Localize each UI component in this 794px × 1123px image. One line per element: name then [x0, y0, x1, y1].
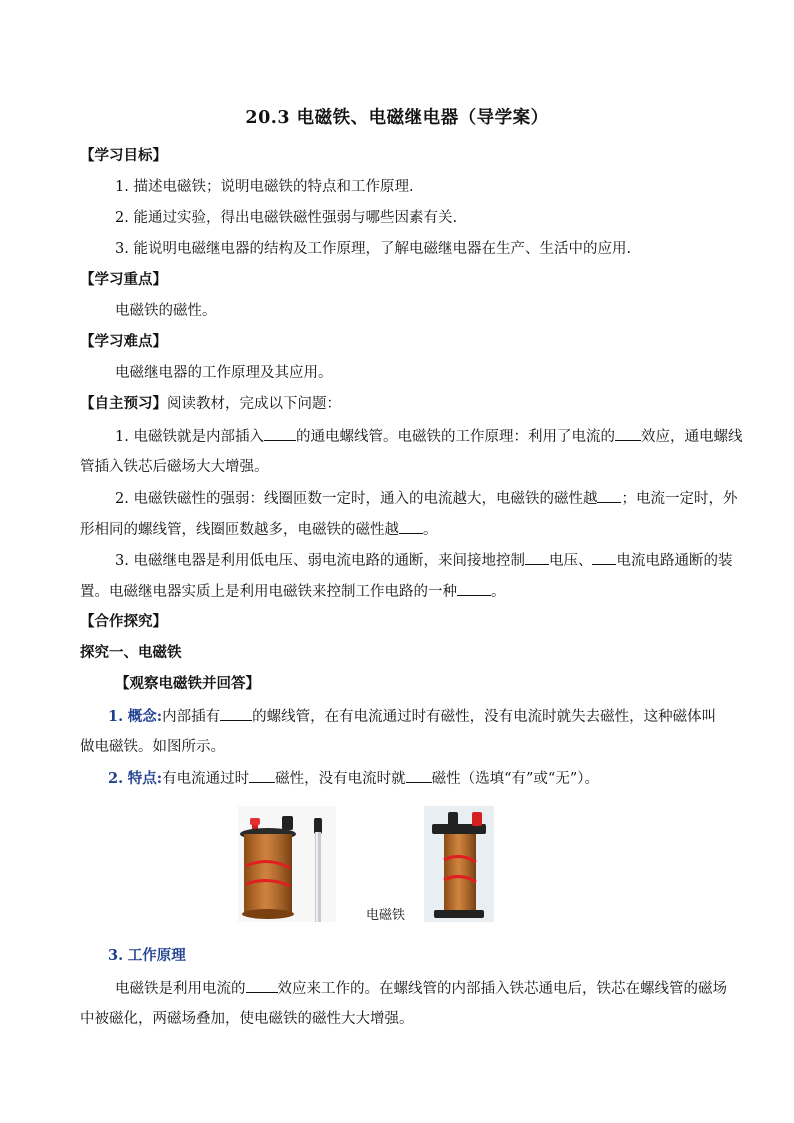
- q3-text-a: 3. 电磁继电器是利用低电压、弱电流电路的通断，来间接地控制: [115, 553, 525, 569]
- q1-blank-2[interactable]: [615, 426, 641, 441]
- q3-blank-2[interactable]: [592, 550, 616, 565]
- difficulty-heading: 【学习难点】: [80, 333, 167, 350]
- q2-blank-2[interactable]: [399, 519, 423, 534]
- preview-q2: [115, 488, 737, 509]
- electromagnet-photo-right: [424, 806, 494, 922]
- q3-line2-text: 置。电磁继电器实质上是利用电磁铁来控制工作电路的一种: [80, 584, 457, 600]
- q1-text-a: 1. 电磁铁就是内部插入: [115, 429, 264, 445]
- principle-label: 工作原理: [127, 947, 186, 964]
- feature-line: [108, 768, 599, 789]
- q1-text-c: 效应，通电螺线: [640, 429, 743, 445]
- focus-text: 电磁铁的磁性。: [115, 303, 217, 319]
- q3-text-c: 电流电路通断的装: [616, 553, 733, 569]
- q2-text-b: ；电流一定时，外: [621, 491, 738, 507]
- q1-blank-1[interactable]: [264, 426, 296, 441]
- goals-heading: 【学习目标】: [80, 147, 167, 164]
- principle-heading: [108, 946, 186, 966]
- principle-line1: [115, 978, 727, 999]
- q1-line2: 管插入铁芯后磁场大大增强。: [80, 459, 269, 475]
- principle-number: 3.: [108, 947, 124, 964]
- q3-line2: [80, 581, 506, 602]
- principle-text-b: 效应来工作的。在螺线管的内部插入铁芯通电后，铁芯在螺线管的磁场: [277, 981, 727, 997]
- concept-line2: 做电磁铁。如图所示。: [80, 739, 225, 755]
- preview-heading: 【自主预习】: [80, 395, 167, 412]
- concept-text-a: 内部插有: [162, 709, 221, 725]
- q3-text-b: 电压、: [548, 553, 593, 569]
- electromagnet-standing-image: [424, 806, 494, 922]
- concept-line: [108, 706, 716, 727]
- q2-blank-1[interactable]: [597, 488, 621, 503]
- feature-text-a: 有电流通过时: [162, 771, 250, 787]
- q2-line2-end: 。: [423, 522, 438, 538]
- feature-blank-2[interactable]: [406, 768, 432, 783]
- preview-q1: [115, 426, 742, 447]
- goal-item-1: 1. 描述电磁铁；说明电磁铁的特点和工作原理.: [115, 179, 414, 195]
- principle-blank[interactable]: [246, 978, 278, 993]
- electromagnet-photo-left: [238, 806, 336, 922]
- principle-text-a: 电磁铁是利用电流的: [115, 981, 246, 997]
- coop-heading: 【合作探究】: [80, 613, 167, 630]
- preview-intro: 阅读教材，完成以下问题：: [167, 396, 341, 412]
- focus-heading: 【学习重点】: [80, 271, 167, 288]
- concept-text-b: 的螺线管，在有电流通过时有磁性，没有电流时就失去磁性，这种磁体叫: [252, 709, 717, 725]
- difficulty-text: 电磁继电器的工作原理及其应用。: [115, 365, 333, 381]
- q2-line2: [80, 519, 438, 540]
- figure-caption: 电磁铁: [366, 908, 406, 923]
- observe-heading: 【观察电磁铁并回答】: [115, 675, 260, 692]
- electromagnet-coil-image: [238, 806, 336, 922]
- preview-q3: [115, 550, 732, 571]
- q3-blank-3[interactable]: [457, 581, 491, 596]
- page-title: 20.3 电磁铁、电磁继电器（导学案）: [245, 108, 549, 128]
- feature-number: 2.: [108, 770, 124, 787]
- concept-label: 概念:: [127, 708, 163, 725]
- feature-label: 特点:: [127, 770, 163, 787]
- preview-line: [80, 394, 341, 414]
- principle-line2: 中被磁化，两磁场叠加，使电磁铁的磁性大大增强。: [80, 1011, 414, 1027]
- explore-1-heading: 探究一、电磁铁: [80, 644, 182, 661]
- concept-number: 1.: [108, 708, 124, 725]
- q3-line2-end: 。: [491, 584, 506, 600]
- concept-blank[interactable]: [220, 706, 252, 721]
- goal-item-2: 2. 能通过实验，得出电磁铁磁性强弱与哪些因素有关.: [115, 210, 458, 226]
- goal-item-3: 3. 能说明电磁继电器的结构及工作原理，了解电磁继电器在生产、生活中的应用.: [115, 241, 632, 257]
- feature-text-c: 磁性（选填“有”或“无”）。: [431, 771, 600, 787]
- feature-text-b: 磁性，没有电流时就: [275, 771, 406, 787]
- q3-blank-1[interactable]: [525, 550, 549, 565]
- q1-text-b: 的通电螺线管。电磁铁的工作原理：利用了电流的: [295, 429, 615, 445]
- feature-blank-1[interactable]: [249, 768, 275, 783]
- q2-text-a: 2. 电磁铁磁性的强弱：线圈匝数一定时，通入的电流越大，电磁铁的磁性越: [115, 491, 598, 507]
- q2-line2-text: 形相同的螺线管，线圈匝数越多，电磁铁的磁性越: [80, 522, 399, 538]
